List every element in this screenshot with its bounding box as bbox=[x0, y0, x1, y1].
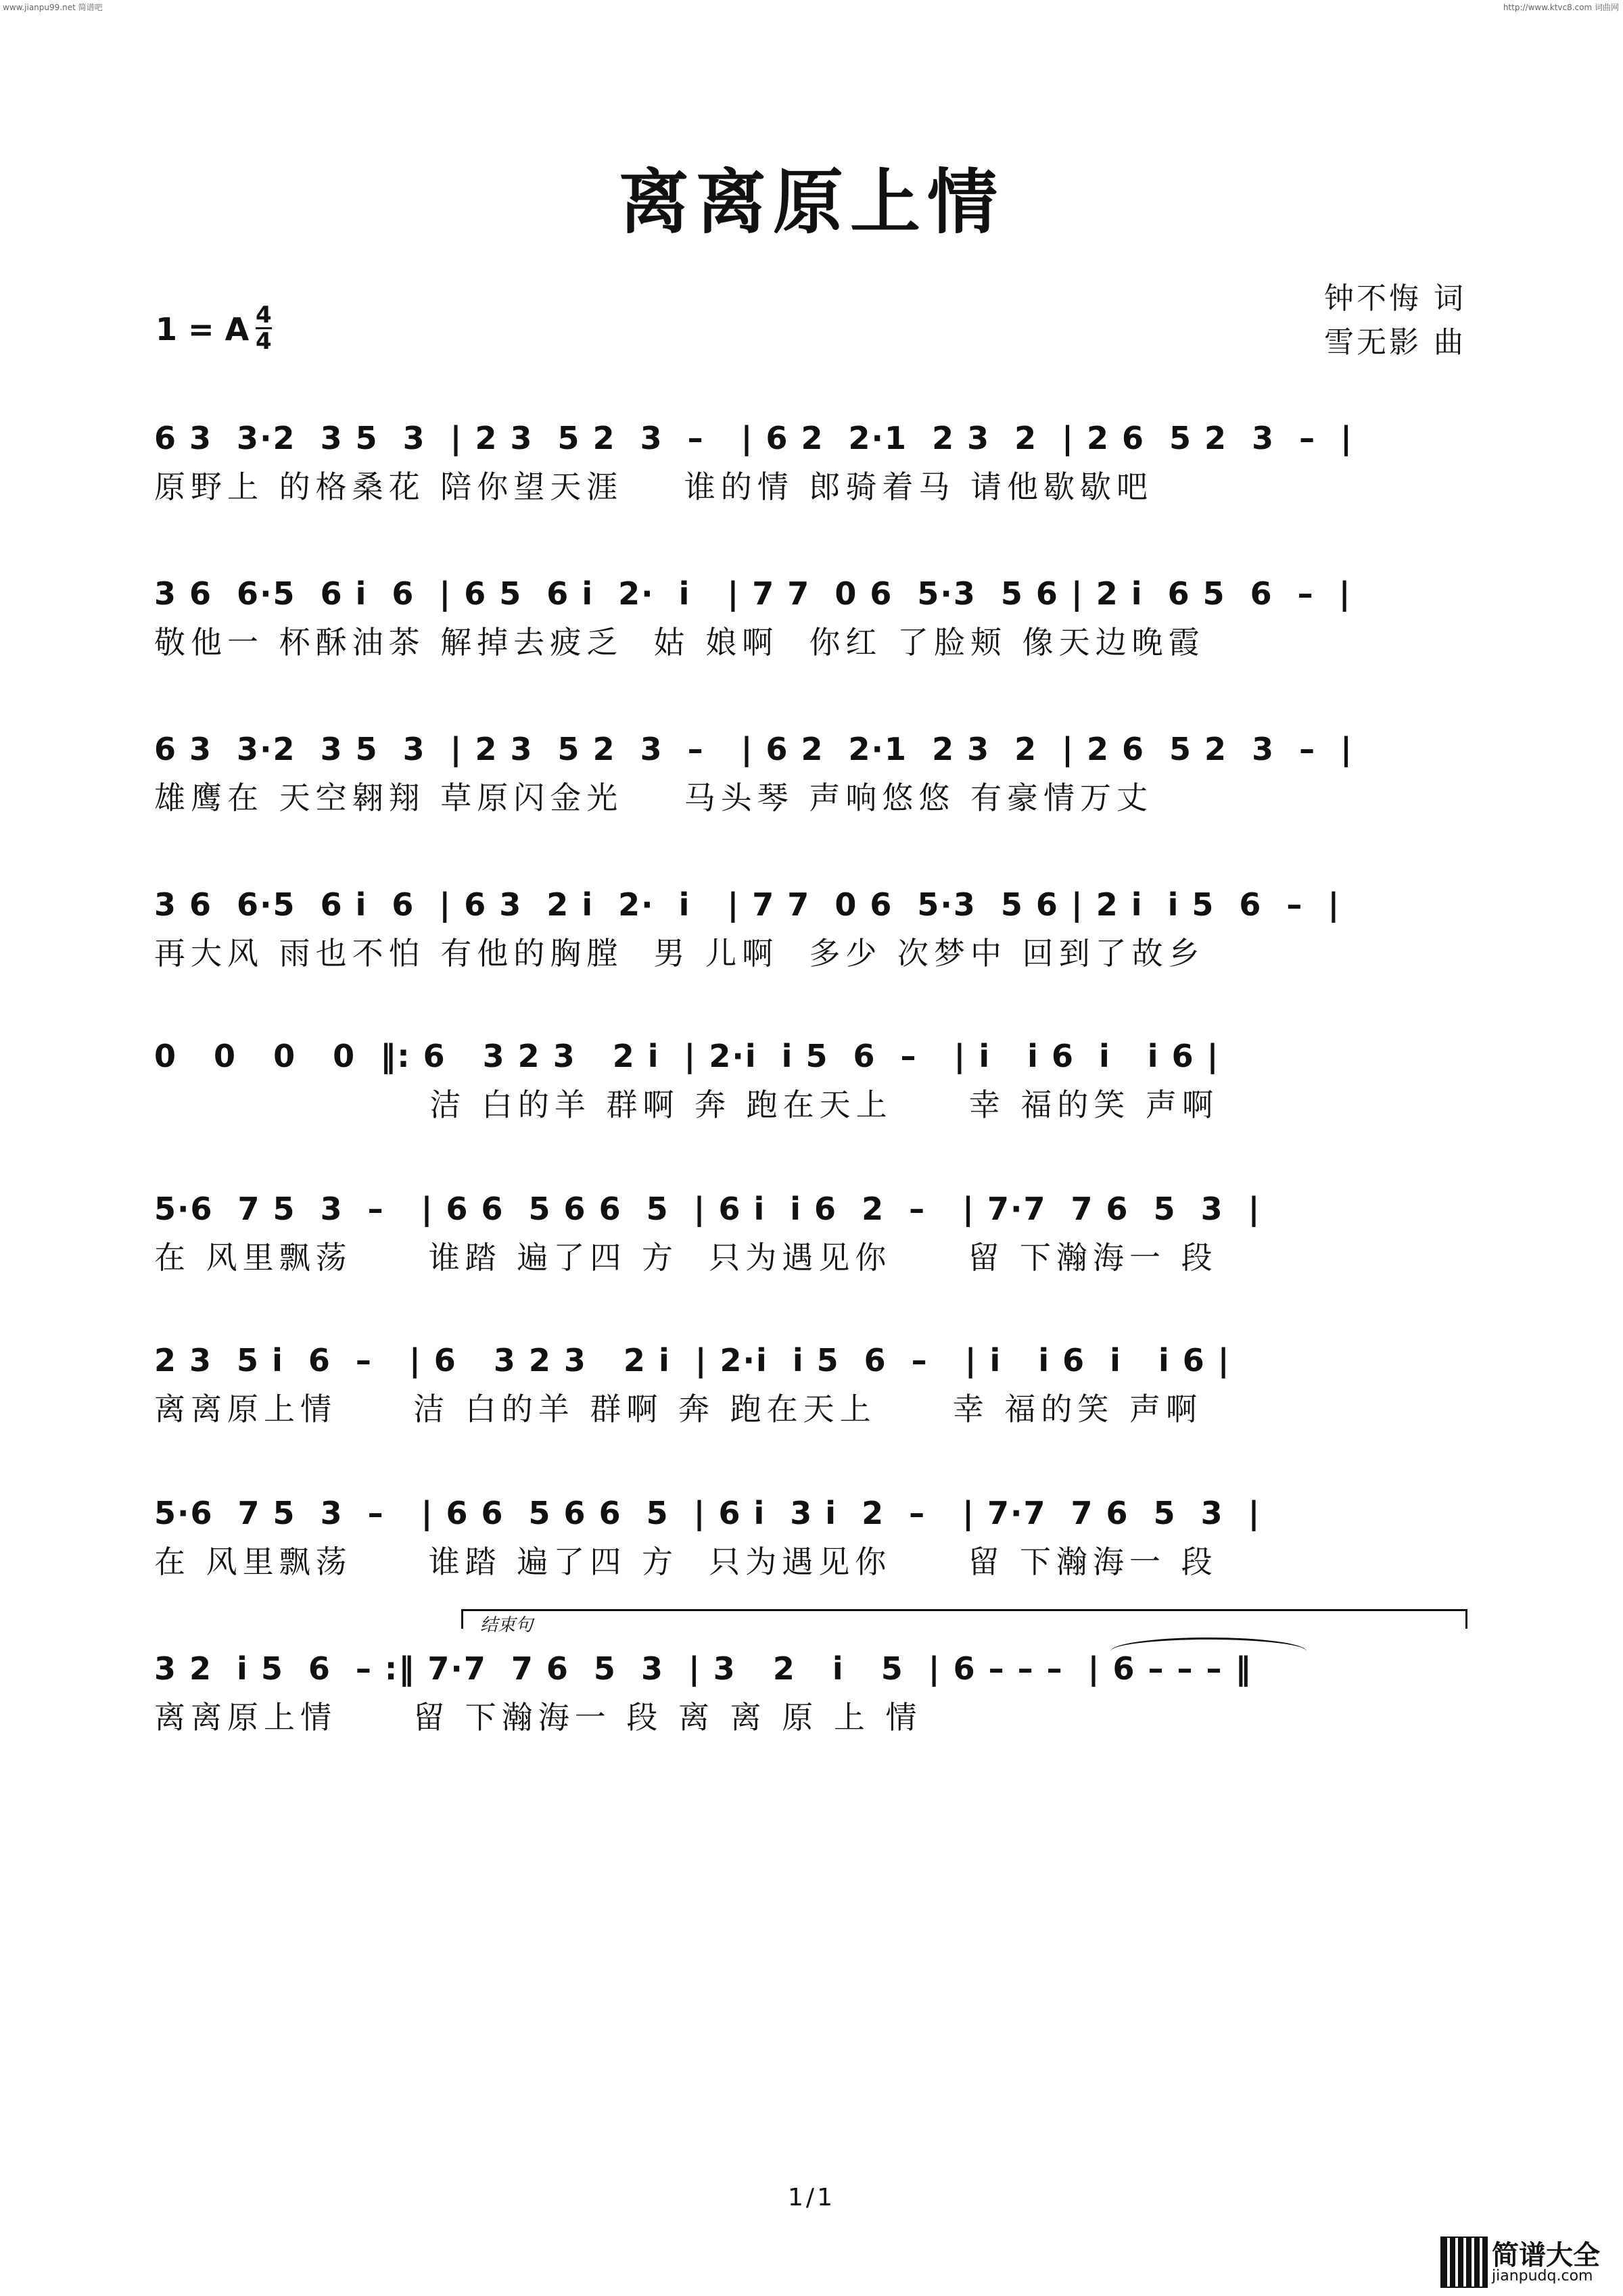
lyrics-line: 再大风 雨也不怕 有他的胸膛 男 儿啊 多少 次梦中 回到了故乡 bbox=[154, 935, 1205, 972]
lyrics-line: 在 风里飘荡 谁踏 遍了四 方 只为遇见你 留 下瀚海一 段 bbox=[154, 1239, 1218, 1276]
lyrics-line: 雄鹰在 天空翱翔 草原闪金光 马头琴 声响悠悠 有豪情万丈 bbox=[154, 780, 1153, 816]
notation-line: 3 2 i 5 6 – :‖ 7·7 7 6 5 3 | 3 2 i 5 | 6 – – – | 6 – – – ‖ bbox=[154, 1650, 1252, 1687]
lyricist-credit: 钟不悔 词 bbox=[1324, 281, 1466, 316]
header-source-left: www.jianpu99.net 简谱吧 bbox=[3, 3, 103, 12]
logo-url: jianpudq.com bbox=[1492, 2268, 1593, 2285]
notation-line: 5·6 7 5 3 – | 6 6 5 6 6 5 | 6 i 3 i 2 – | 7·7 7 6 5 3 | bbox=[154, 1495, 1261, 1531]
notation-line: 2 3 5 i 6 – | 6 3 2 3 2 i | 2·i i 5 6 – | i i 6 i i 6 | bbox=[154, 1342, 1231, 1379]
lyrics-line: 洁 白的羊 群啊 奔 跑在天上 幸 福的笑 声啊 bbox=[154, 1086, 1219, 1123]
key-signature: 1 = A bbox=[156, 311, 250, 348]
lyrics-line: 敬他一 杯酥油茶 解掉去疲乏 姑 娘啊 你红 了脸颊 像天边晚霞 bbox=[154, 624, 1205, 661]
ending-bracket bbox=[461, 1609, 1467, 1629]
song-title: 离离原上情 bbox=[618, 160, 1004, 243]
logo-name: 简谱大全 bbox=[1492, 2240, 1600, 2271]
notation-line: 3 6 6·5 6 i 6 | 6 5 6 i 2· i | 7 7 0 6 5·3 5 6 | 2 i 6 5 6 – | bbox=[154, 575, 1352, 612]
time-signature bbox=[256, 303, 272, 354]
meter-numerator: 4 bbox=[256, 302, 272, 329]
notation-line: 5·6 7 5 3 – | 6 6 5 6 6 5 | 6 i i 6 2 – | 7·7 7 6 5 3 | bbox=[154, 1191, 1261, 1227]
lyrics-line: 离离原上情 留 下瀚海一 段 离 离 原 上 情 bbox=[154, 1699, 922, 1736]
header-source-right: http://www.ktvc8.com 词曲网 bbox=[1503, 3, 1619, 12]
piano-keys-icon bbox=[1440, 2237, 1488, 2288]
lyrics-line: 离离原上情 洁 白的羊 群啊 奔 跑在天上 幸 福的笑 声啊 bbox=[154, 1391, 1202, 1427]
composer-credit: 雪无影 曲 bbox=[1324, 325, 1466, 360]
ending-label: 结束句 bbox=[480, 1615, 534, 1635]
notation-line: 0 0 0 0 ‖: 6 3 2 3 2 i | 2·i i 5 6 – | i i 6 i i 6 | bbox=[154, 1038, 1220, 1074]
page-number: 1/1 bbox=[788, 2184, 835, 2211]
lyrics-line: 在 风里飘荡 谁踏 遍了四 方 只为遇见你 留 下瀚海一 段 bbox=[154, 1544, 1218, 1580]
meter-denominator: 4 bbox=[256, 328, 272, 355]
notation-line: 3 6 6·5 6 i 6 | 6 3 2 i 2· i | 7 7 0 6 5·3 5 6 | 2 i i 5 6 – | bbox=[154, 886, 1341, 923]
lyrics-line: 原野上 的格桑花 陪你望天涯 谁的情 郎骑着马 请他歇歇吧 bbox=[154, 469, 1153, 505]
notation-line: 6 3 3·2 3 5 3 | 2 3 5 2 3 – | 6 2 2·1 2 3 2 | 2 6 5 2 3 – | bbox=[154, 731, 1353, 767]
notation-line: 6 3 3·2 3 5 3 | 2 3 5 2 3 – | 6 2 2·1 2 3 2 | 2 6 5 2 3 – | bbox=[154, 420, 1353, 456]
site-logo bbox=[1440, 2234, 1609, 2288]
